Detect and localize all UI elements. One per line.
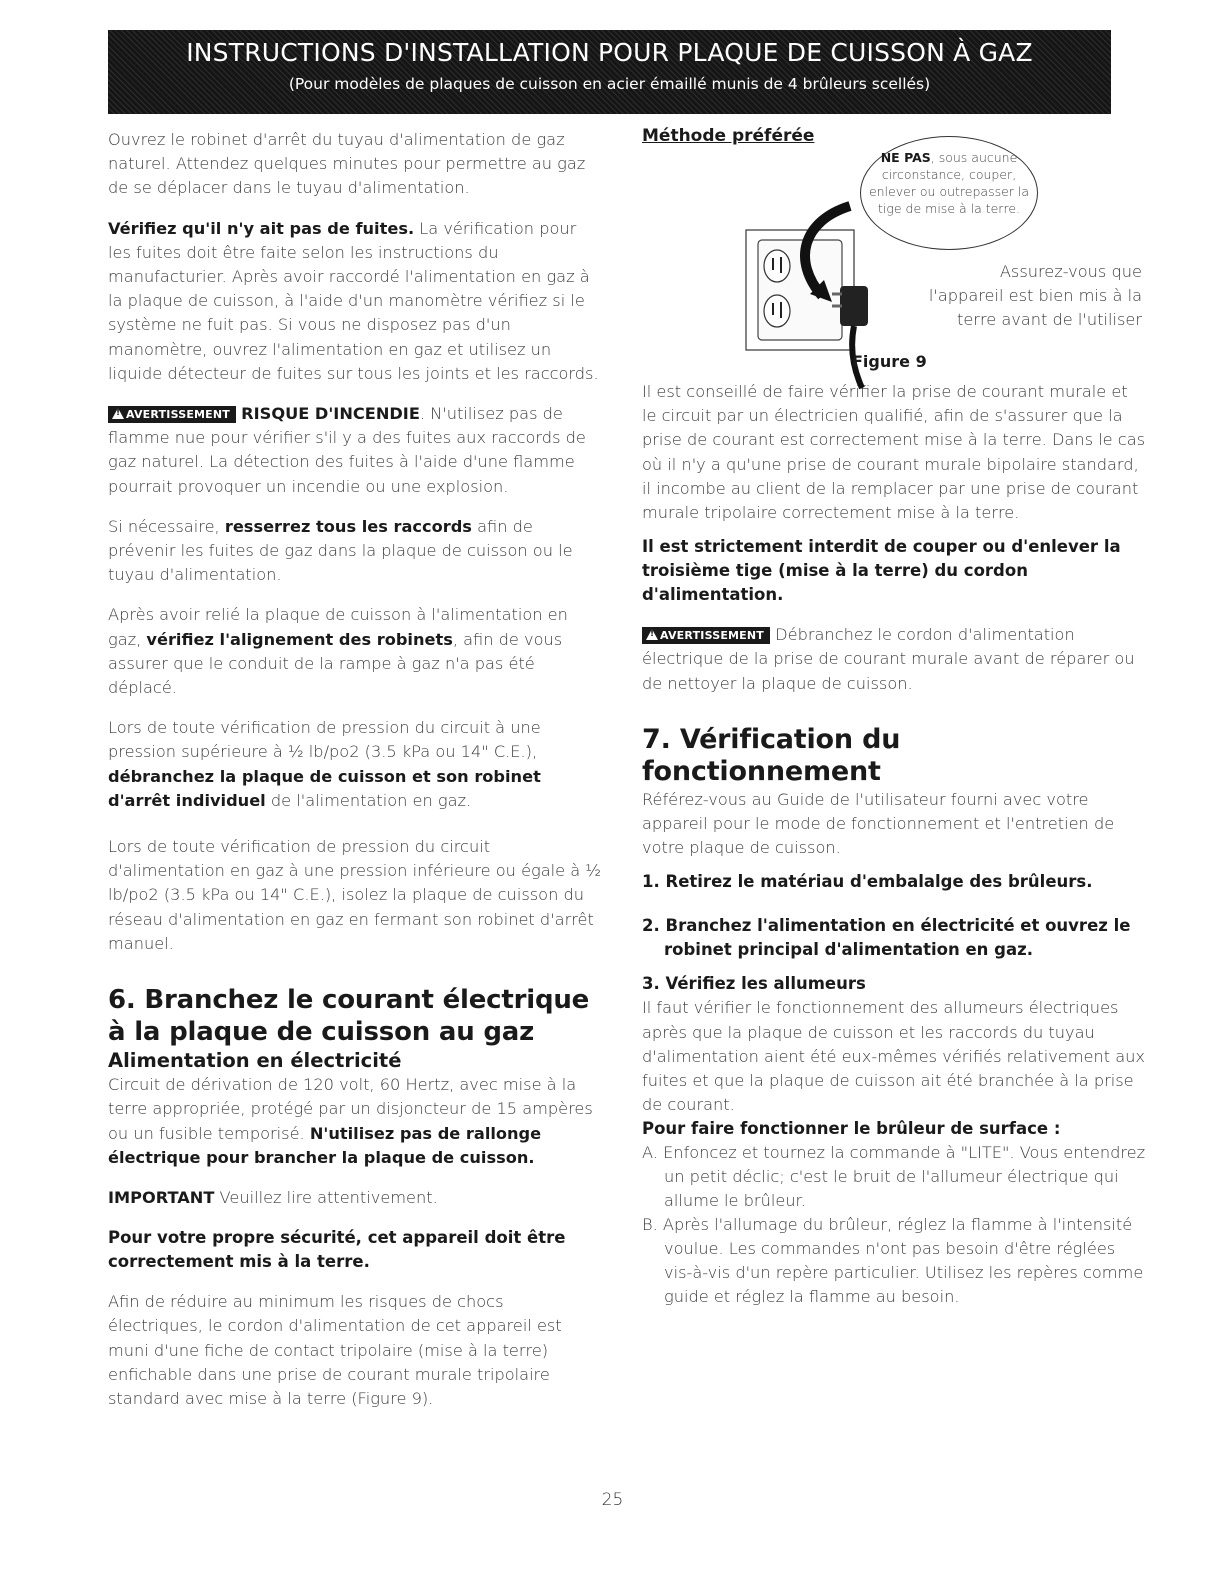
paragraph-unplug (642, 623, 1147, 696)
important-label: IMPORTANT (108, 1187, 215, 1207)
warning-badge-2 (642, 627, 770, 644)
paragraph-fire-risk (108, 402, 603, 499)
alignment-text-a: Après avoir relié la plaque de cuisson à l'alimentation en gaz, (108, 605, 568, 649)
warning-callout-bubble (860, 136, 1038, 250)
step-3: 3. Vérifiez les allumeurs (642, 974, 866, 994)
header-banner (108, 30, 1111, 114)
figure-caption: Figure 9 (852, 352, 927, 371)
paragraph-alignment (108, 603, 603, 700)
paragraph-tighten (108, 515, 603, 588)
alignment-text-b: , afin de vous assurer que le conduit de la rampe à gaz n'a pas été déplacé. (108, 629, 563, 698)
warning-badge-label: AVERTISSEMENT (126, 408, 231, 422)
alignment-bold: vérifiez l'alignement des robinets (146, 629, 453, 649)
circuit-text: Circuit de dérivation de 120 volt, 60 Hertz, avec mise à la terre appropriée, protégé par un disjoncteur de 15 ampères ou un fusible temporisé. (108, 1075, 593, 1143)
paragraph-pressure-high (108, 716, 603, 813)
pressure-high-bold: débranchez la plaque de cuisson et son robinet d'arrêt individuel (108, 766, 541, 810)
pressure-high-text-b: de l'alimentation en gaz. (265, 790, 472, 810)
paragraph-open-valve: Ouvrez le robinet d'arrêt du tuyau d'alimentation de gaz naturel. Attendez quelques minutes pour permettre au gaz de se déplacer dans le tuyau d'alimentation. (108, 130, 586, 198)
paragraph-important (108, 1186, 603, 1210)
wall-outlet-icon (746, 230, 854, 350)
section-6-subtitle: Alimentation en électricité (108, 1049, 402, 1073)
paragraph-leak-check (108, 217, 603, 386)
paragraph-user-guide: Référez-vous au Guide de l'utilisateur fourni avec votre appareil pour le mode de fonctionnement et l'entretien de votre plaque de cuisson. (642, 789, 1115, 858)
paragraph-ground-prong: Il est strictement interdit de couper ou d'enlever la troisième tige (mise à la terre) du cordon d'alimentation. (642, 537, 1121, 605)
callout-text: , sous aucune circonstance, couper, enlever ou outrepasser la tige de mise à la terre. (868, 150, 1030, 216)
banner-subtitle: (Pour modèles de plaques de cuisson en acier émaillé munis de 4 brûleurs scellés) (288, 75, 931, 93)
step-a: A. Enfoncez et tournez la commande à "LITE". Vous entendrez un petit déclic; c'est le bruit de l'allumeur électrique qui allume le brûleur. (642, 1143, 1146, 1211)
banner-title: INSTRUCTIONS D'INSTALLATION POUR PLAQUE DE CUISSON À GAZ (186, 38, 1033, 67)
paragraph-igniters: Il faut vérifier le fonctionnement des allumeurs électriques après que la plaque de cuisson et les raccords du tuyau d'alimentation aient été eux-mêmes vérifiés relativement aux fuites et que la plaque de cuisson ait été branchée à la prise de courant. (642, 998, 1145, 1115)
page-number: 25 (601, 1490, 624, 1510)
figure-9 (642, 126, 1147, 371)
warning-triangle-icon (646, 629, 658, 640)
fire-risk-text: . N'utilisez pas de flamme nue pour vérifier s'il y a des fuites aux raccords de gaz naturel. La détection des fuites à l'aide d'une flamme pourrait provoquer un incendie ou une explosion. (108, 404, 586, 496)
callout-bold: NE PAS (880, 150, 931, 165)
leak-check-heading: Vérifiez qu'il n'y ait pas de fuites. (108, 218, 415, 238)
pressure-high-text-a: Lors de toute vérification de pression du circuit à une pression supérieure à ½ lb/po2 (3.5 kPa ou 14" C.E.), (108, 718, 541, 762)
important-text: Veuillez lire attentivement. (214, 1187, 438, 1207)
tighten-text-a: Si nécessaire, (108, 516, 225, 536)
paragraph-safety: Pour votre propre sécurité, cet appareil doit être correctement mis à la terre. (108, 1228, 566, 1272)
step-1: 1. Retirez le matériau d'embalalge des brûleurs. (642, 872, 1093, 892)
paragraph-electrician: Il est conseillé de faire vérifier la prise de courant murale et le circuit par un électricien qualifié, afin de s'assurer que la prise de courant est correctement mise à la terre. Dans le cas où il n'y a qu'une prise de courant murale bipolaire standard, il incombe au client de la remplacer par une prise de courant murale tripolaire correctement mise à la terre. (642, 382, 1146, 523)
step-b: B. Après l'allumage du brûleur, réglez la flamme à l'intensité voulue. Les commandes n'ont pas besoin d'être réglées vis-à-vis d'un repère particulier. Utilisez les repères comme guide et réglez la flamme au besoin. (642, 1215, 1144, 1307)
surface-burner-heading: Pour faire fonctionner le brûleur de surface : (642, 1119, 1061, 1139)
left-column (108, 128, 603, 1411)
paragraph-plug: Afin de réduire au minimum les risques de chocs électriques, le cordon d'alimentation de cet appareil est muni d'une fiche de contact tripolaire (mise à la terre) enfichable dans une prise de courant murale tripolaire standard avec mise à la terre (Figure 9). (108, 1292, 562, 1408)
figure-heading: Méthode préférée (642, 126, 815, 146)
circuit-bold: N'utilisez pas de rallonge électrique pour brancher la plaque de cuisson. (108, 1123, 542, 1167)
section-6-title: 6. Branchez le courant électrique à la plaque de cuisson au gaz (108, 985, 590, 1048)
section-7-title: 7. Vérification du fonctionnement (642, 723, 901, 787)
paragraph-circuit (108, 1073, 603, 1170)
warning-badge (108, 406, 236, 423)
figure-note: Assurez-vous que l'appareil est bien mis à la terre avant de l'utiliser (928, 262, 1142, 329)
unplug-text: Débranchez le cordon d'alimentation électrique de la prise de courant murale avant de réparer ou de nettoyer la plaque de cuisson. (642, 625, 1135, 693)
tighten-bold: resserrez tous les raccords (224, 516, 472, 536)
right-column (642, 126, 1147, 1309)
step-2: 2. Branchez l'alimentation en électricité et ouvrez le robinet principal d'alimentation en gaz. (642, 916, 1131, 960)
warning-badge-label: AVERTISSEMENT (660, 629, 765, 643)
fire-risk-heading: RISQUE D'INCENDIE (241, 404, 420, 424)
paragraph-pressure-low: Lors de toute vérification de pression du circuit d'alimentation en gaz à une pression inférieure ou égale à ½ lb/po2 (3.5 kPa ou 14" C.E.), isolez la plaque de cuisson du réseau d'alimentation en gaz en fermant son robinet d'arrêt manuel. (108, 837, 602, 953)
leak-check-text: La vérification pour les fuites doit être faite selon les instructions du manufacturier. Après avoir raccordé l'alimentation en gaz à la plaque de cuisson, à l'aide d'un manomètre vérifiez si le système ne fuit pas. Si vous ne disposez pas d'un manomètre, ouvrez l'alimentation en gaz et utilisez un liquide détecteur de fuites sur tous les joints et les raccords. (108, 218, 599, 383)
tighten-text-b: afin de prévenir les fuites de gaz dans la plaque de cuisson ou le tuyau d'alimentation. (108, 516, 573, 585)
warning-triangle-icon (112, 408, 124, 419)
